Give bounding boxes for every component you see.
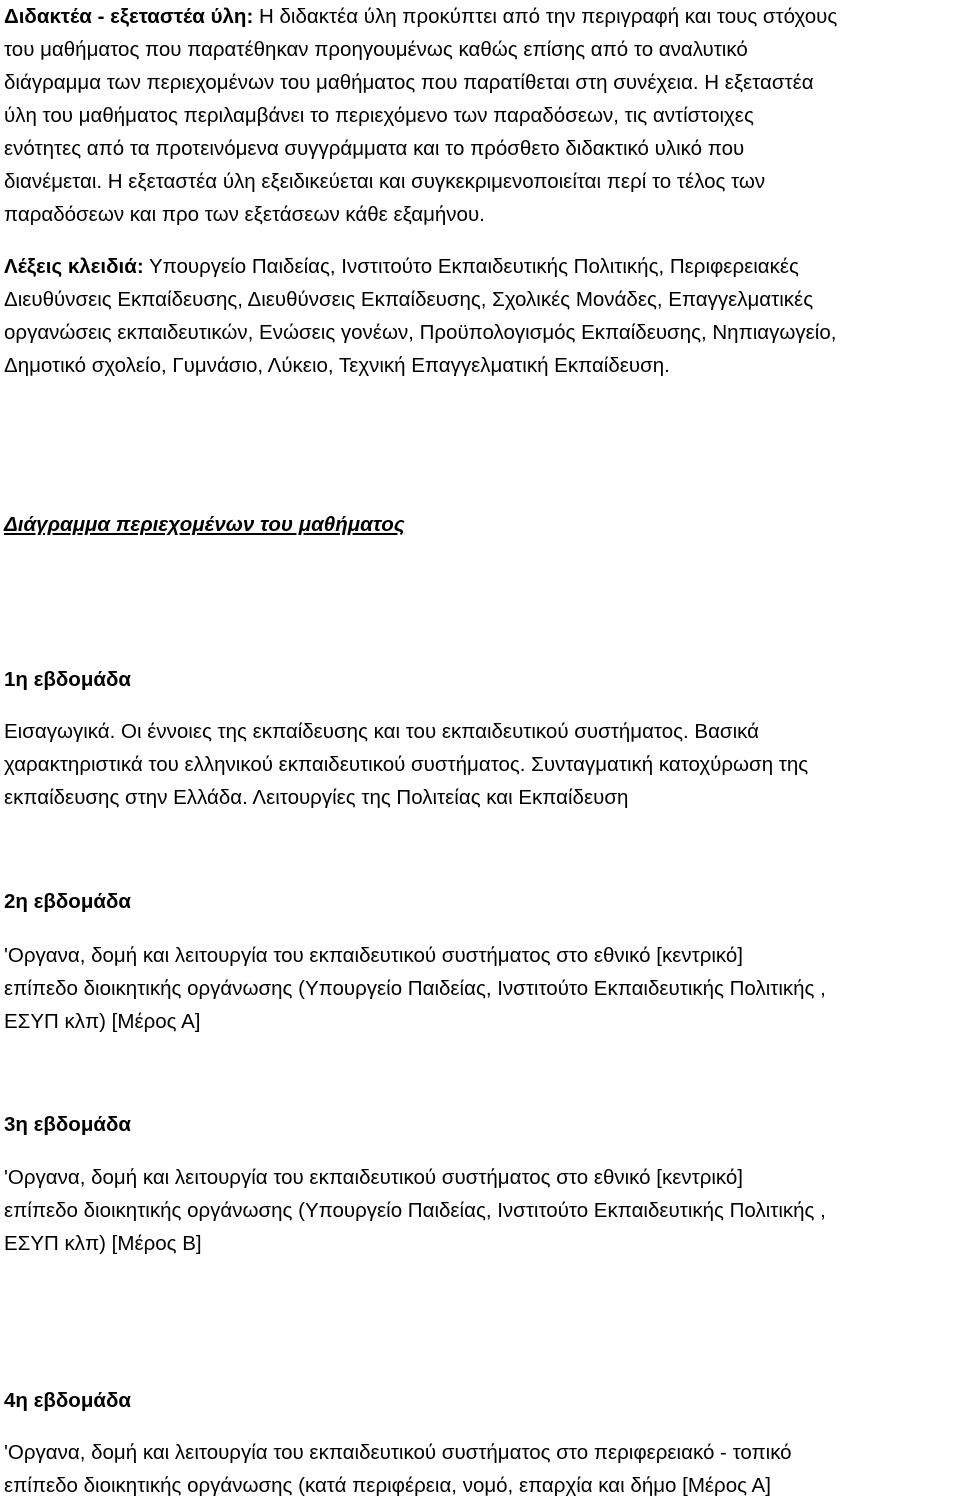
intro-label: Διδακτέα - εξεταστέα ύλη: [4, 5, 254, 28]
intro-line: ενότητες από τα προτεινόμενα συγγράμματα και το πρόσθετο διδακτικό υλικό που [4, 137, 745, 160]
week-2-line: 'Οργανα, δομή και λειτουργία του εκπαιδευτικού συστήματος στο εθνικό [κεντρικό] [4, 944, 744, 967]
keywords-line [4, 250, 954, 283]
intro-line: διανέμεται. Η εξεταστέα ύλη εξειδικεύεται και συγκεκριμενοποιείται περί το τέλος των [4, 170, 766, 193]
week-1-line: εκπαίδευσης στην Ελλάδα. Λειτουργίες της Πολιτείας και Εκπαίδευση [4, 786, 629, 809]
week-3-line: επίπεδο διοικητικής οργάνωσης (Υπουργείο Παιδείας, Ινστιτούτο Εκπαιδευτικής Πολιτικής , [4, 1199, 826, 1222]
week-1-line: Εισαγωγικά. Οι έννοιες της εκπαίδευσης και του εκπαιδευτικού συστήματος. Βασικά [4, 720, 759, 743]
week-2-line: ΕΣΥΠ κλπ) [Μέρος Α] [4, 1010, 201, 1033]
intro-line: ύλη του μαθήματος περιλαμβάνει το περιεχόμενο των παραδόσεων, τις αντίστοιχες [4, 104, 754, 127]
week-1-description [4, 715, 954, 814]
keywords-line: Δημοτικό σχολείο, Γυμνάσιο, Λύκειο, Τεχνική Επαγγελματική Εκπαίδευση. [4, 354, 670, 377]
section-title-text: Διάγραμμα περιεχομένων του μαθήματος [4, 513, 405, 536]
keywords-line: Διευθύνσεις Εκπαίδευσης, Διευθύνσεις Εκπαίδευσης, Σχολικές Μονάδες, Επαγγελματικές [4, 288, 814, 311]
keywords-line: οργανώσεις εκπαιδευτικών, Ενώσεις γονέων, Προϋπολογισμός Εκπαίδευσης, Νηπιαγωγείο, [4, 321, 837, 344]
week-3-description [4, 1161, 954, 1260]
week-3-line: 'Οργανα, δομή και λειτουργία του εκπαιδευτικού συστήματος στο εθνικό [κεντρικό] [4, 1166, 744, 1189]
intro-line: διάγραμμα των περιεχομένων του μαθήματος που παρατίθεται στη συνέχεια. Η εξεταστέα [4, 71, 814, 94]
week-4-description [4, 1436, 954, 1502]
week-2-line: επίπεδο διοικητικής οργάνωσης (Υπουργείο Παιδείας, Ινστιτούτο Εκπαιδευτικής Πολιτικής , [4, 977, 826, 1000]
week-4-heading: 4η εβδομάδα [4, 1389, 131, 1412]
week-4-line: 'Οργανα, δομή και λειτουργία του εκπαιδευτικού συστήματος στο περιφερειακό - τοπικό [4, 1441, 792, 1464]
keywords-text: Υπουργείο Παιδείας, Ινστιτούτο Εκπαιδευτικής Πολιτικής, Περιφερειακές [143, 255, 799, 278]
intro-line [4, 0, 954, 33]
week-4-line: επίπεδο διοικητικής οργάνωσης (κατά περιφέρεια, νομό, επαρχία και δήμο [Μέρος Α] [4, 1474, 771, 1497]
intro-line: του μαθήματος που παρατέθηκαν προηγουμένως καθώς επίσης από το αναλυτικό [4, 38, 748, 61]
intro-line: παραδόσεων και προ των εξετάσεων κάθε εξαμήνου. [4, 203, 485, 226]
keywords-label: Λέξεις κλειδιά: [4, 255, 144, 278]
week-1-heading: 1η εβδομάδα [4, 668, 131, 691]
intro-paragraph [4, 0, 954, 231]
section-title [4, 508, 405, 541]
intro-text: Η διδακτέα ύλη προκύπτει από την περιγραφή και τους στόχους [253, 5, 838, 28]
week-2-heading: 2η εβδομάδα [4, 890, 131, 913]
week-3-heading: 3η εβδομάδα [4, 1113, 131, 1136]
week-3-line: ΕΣΥΠ κλπ) [Μέρος Β] [4, 1232, 202, 1255]
week-1-line: χαρακτηριστικά του ελληνικού εκπαιδευτικού συστήματος. Συνταγματική κατοχύρωση της [4, 753, 809, 776]
keywords-paragraph [4, 250, 954, 382]
week-2-description [4, 939, 954, 1038]
